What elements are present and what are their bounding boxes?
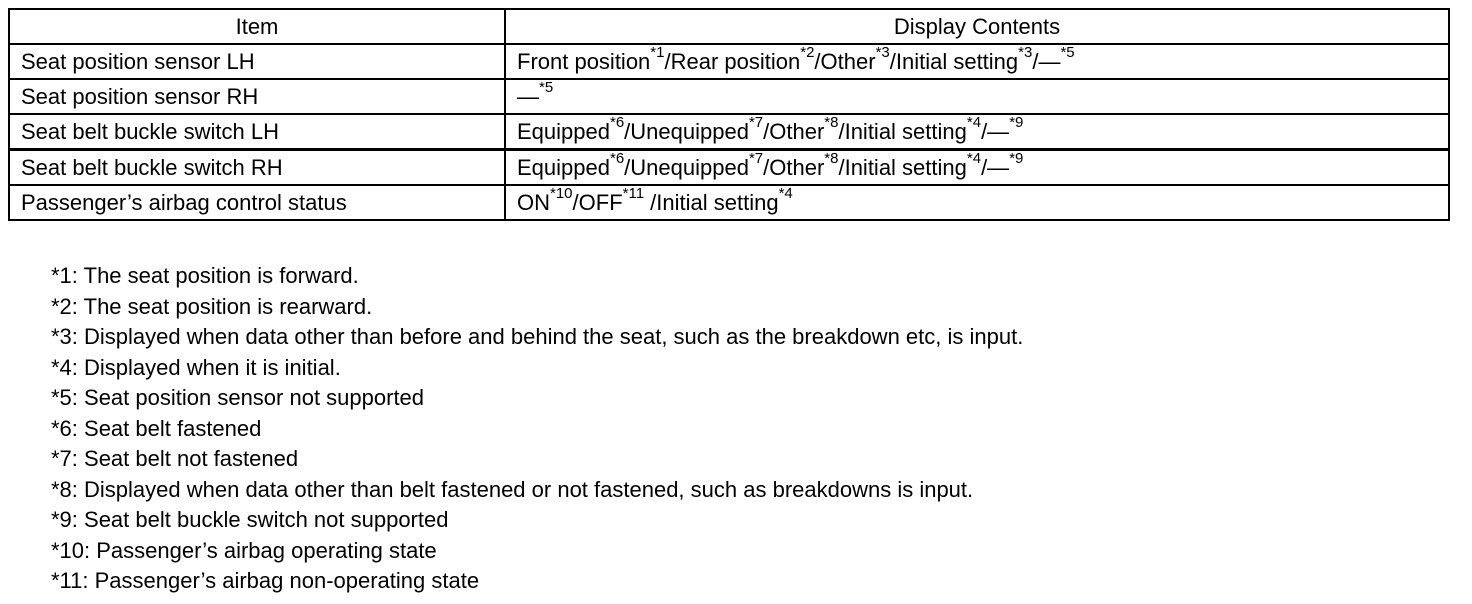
display-value bbox=[763, 150, 839, 180]
footnote-ref: *7 bbox=[748, 114, 764, 132]
item-cell: Passenger’s airbag control status bbox=[9, 185, 505, 220]
footnote-line: *4: Displayed when it is initial. bbox=[51, 354, 341, 380]
item-cell: Seat belt buckle switch RH bbox=[9, 150, 505, 186]
display-value-text: /— bbox=[981, 118, 1010, 144]
table-row bbox=[9, 114, 1449, 150]
display-value-text: /Rear position bbox=[664, 48, 801, 74]
display-value bbox=[889, 44, 1033, 74]
display-value bbox=[1032, 44, 1075, 74]
footnote-line: *5: Seat position sensor not supported bbox=[51, 385, 425, 410]
display-value bbox=[624, 114, 764, 144]
footnote-ref: *5 bbox=[1060, 44, 1075, 62]
display-value-text: /Initial setting bbox=[889, 48, 1019, 74]
footnote-ref: *4 bbox=[966, 150, 982, 168]
footnote-ref: *6 bbox=[609, 114, 625, 132]
table-header-row bbox=[9, 9, 1449, 44]
table-row bbox=[9, 185, 1449, 220]
display-value-text: /Initial setting bbox=[838, 118, 967, 144]
item-cell: Seat position sensor LH bbox=[9, 44, 505, 79]
display-value-text: /Unequipped bbox=[624, 118, 749, 144]
display-value bbox=[572, 185, 645, 215]
footnote-line: *8: Displayed when data other than belt fastened or not fastened, such as breakdowns is input. bbox=[51, 476, 974, 502]
display-value bbox=[624, 150, 764, 180]
table-row bbox=[9, 79, 1449, 114]
display-value-text: /Initial setting bbox=[644, 189, 779, 215]
footnote-line: *10: Passenger’s airbag operating state bbox=[51, 537, 437, 563]
display-contents-cell bbox=[505, 150, 1449, 186]
footnote-line: *1: The seat position is forward. bbox=[51, 263, 359, 288]
footnote-line: *7: Seat belt not fastened bbox=[51, 446, 299, 471]
display-contents-cell bbox=[505, 114, 1449, 150]
display-value-text: Equipped bbox=[517, 118, 610, 144]
display-value-text: /Other bbox=[763, 154, 825, 180]
display-value-text: /Other bbox=[814, 48, 876, 74]
footnote-ref: *2 bbox=[800, 44, 815, 62]
footnote-ref: *10 bbox=[550, 185, 573, 203]
footnote-ref: *1 bbox=[650, 44, 665, 62]
display-value bbox=[517, 44, 665, 74]
display-value-text: /— bbox=[1032, 48, 1061, 74]
footnote-line: *2: The seat position is rearward. bbox=[51, 293, 373, 319]
display-value-text: /Other bbox=[763, 118, 825, 144]
table-row bbox=[9, 44, 1449, 79]
display-value-text: /Unequipped bbox=[624, 154, 749, 180]
display-contents-table bbox=[8, 8, 1450, 221]
footnote-line: *9: Seat belt buckle switch not supported bbox=[51, 507, 449, 532]
footnotes bbox=[51, 261, 1023, 597]
item-cell: Seat belt buckle switch LH bbox=[9, 114, 505, 150]
display-value-text: /OFF bbox=[572, 189, 623, 215]
display-value bbox=[981, 150, 1024, 180]
display-value bbox=[981, 114, 1024, 144]
display-contents-cell bbox=[505, 79, 1449, 114]
table-row bbox=[9, 150, 1449, 186]
display-contents-cell bbox=[505, 44, 1449, 79]
footnote-ref: *3 bbox=[875, 44, 890, 62]
footnote-ref: *9 bbox=[1009, 150, 1024, 168]
footnote-ref: *6 bbox=[609, 150, 625, 168]
footnote-ref: *8 bbox=[824, 150, 839, 168]
header-item: Item bbox=[9, 9, 505, 44]
display-value bbox=[644, 185, 793, 215]
footnote-ref: *9 bbox=[1009, 114, 1024, 132]
display-value bbox=[517, 150, 625, 180]
display-value bbox=[517, 79, 554, 109]
display-value-text: /Initial setting bbox=[838, 154, 967, 180]
footnote-ref: *8 bbox=[824, 114, 839, 132]
footnote-ref: *7 bbox=[748, 150, 764, 168]
item-cell: Seat position sensor RH bbox=[9, 79, 505, 114]
display-value-text: Front position bbox=[517, 48, 651, 74]
footnote-line: *3: Displayed when data other than before and behind the seat, such as the breakdown etc, is input. bbox=[51, 324, 1024, 349]
display-value-text: — bbox=[517, 83, 539, 109]
footnote-ref: *11 bbox=[622, 185, 645, 203]
display-value bbox=[838, 114, 982, 144]
display-value bbox=[517, 185, 573, 215]
footnote-ref: *4 bbox=[966, 114, 982, 132]
table-body bbox=[9, 44, 1449, 220]
display-value-text: Equipped bbox=[517, 154, 610, 180]
footnote-ref: *5 bbox=[539, 79, 554, 97]
display-value bbox=[763, 114, 839, 144]
display-value-text: /— bbox=[981, 154, 1010, 180]
footnote-ref: *3 bbox=[1018, 44, 1033, 62]
display-value-text: ON bbox=[517, 189, 550, 215]
footnote-line: *11: Passenger’s airbag non-operating state bbox=[51, 568, 480, 593]
display-value bbox=[838, 150, 982, 180]
footnote-line: *6: Seat belt fastened bbox=[51, 415, 262, 441]
display-contents-cell bbox=[505, 185, 1449, 220]
footnote-ref: *4 bbox=[778, 185, 793, 203]
header-display-contents: Display Contents bbox=[505, 9, 1449, 44]
display-value bbox=[517, 114, 625, 144]
display-value bbox=[814, 44, 890, 74]
display-value bbox=[664, 44, 815, 74]
